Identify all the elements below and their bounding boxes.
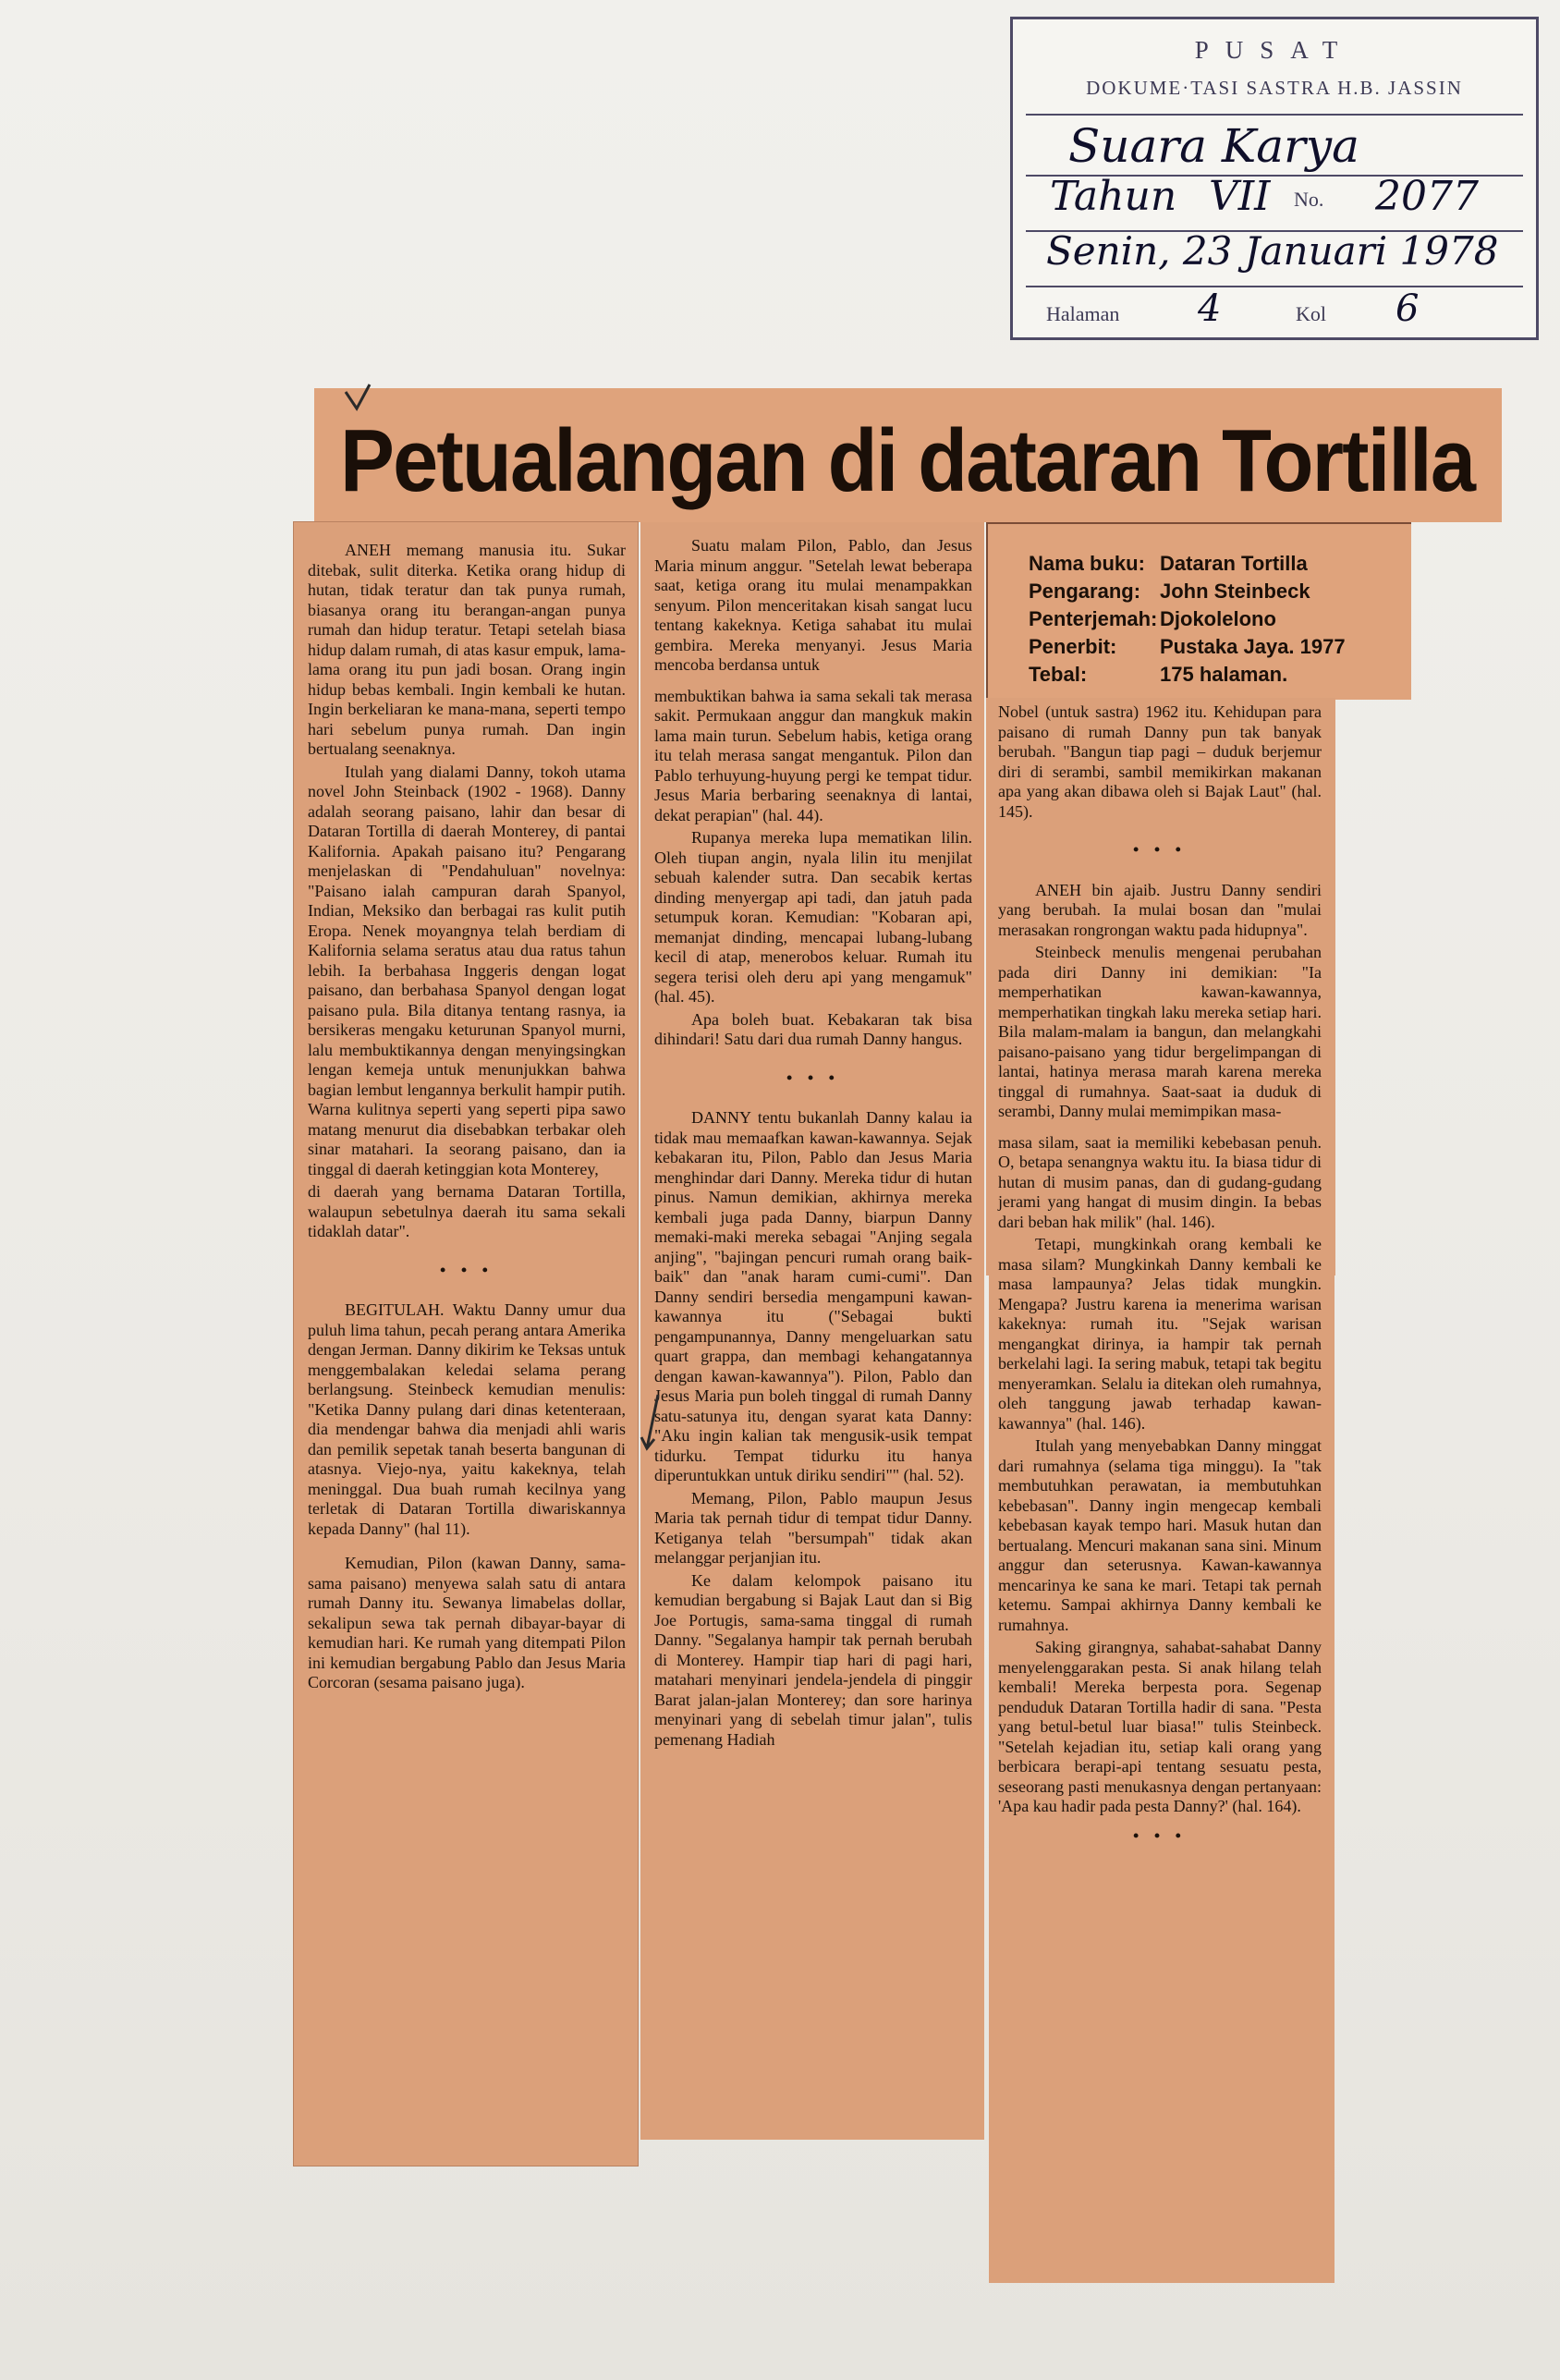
paragraph: Ke dalam kelompok paisano itu kemudian bergabung si Bajak Laut dan si Big Joe Portugis, sama-sama tinggal di rumah Danny. "Segalanya hampir tak pernah berubah di Monterey. Hampir tiap hari di pagi hari, matahari menyinari jendela-jendela di pinggir Barat jalan-jalan Monterey; dan sore harinya menyinari yang di sebelah timur jalan", tulis pemenang Hadiah [654,1570,972,1749]
pencil-check-icon [342,381,379,418]
pencil-mark-icon [638,1391,665,1456]
paragraph: Steinbeck menulis mengenai perubahan pada diri Danny ini demikian: "Ia memperhatikan kawan-kawannya, memperhatikan tingkah laku mereka setiap hari. Bila malam-malam ia bangun, dan melangkahi paisano-paisano yang tidur bergelimpangan di lantai, hatinya merasa marah karena mereka tinggal di rumahnya. Saat-saat ia duduk di serambi, Danny mulai memimpikan masa- [998,943,1322,1120]
book-info-row [1029,635,1346,659]
section-separator: • • • [1133,840,1187,859]
archive-stamp [1010,17,1539,340]
book-info-value: Djokolelono [1160,607,1276,630]
book-info-row [1029,580,1310,604]
paragraph: DANNY tentu bukanlah Danny kalau ia tidak mau memaafkan kawan-kawannya. Sejak kebakaran itu, Pilon, Pablo dan Jesus Maria menghindar dari Danny. Mereka tidur di hutan pinus. Namun demikian, akhirnya mereka kembali juga pada Danny, biarpun Danny memaki-maki mereka sebagai "Anjing segala anjing", "bajingan pencuri rumah orang baik-baik" dan "anak haram cumi-cumi". Dan Danny sendiri bersedia mengampuni kawan-kawannya itu ("Sebagai bukti pengampunannya, Danny mengeluarkan satu quart grappa, dan membagi kehangatannya dengan kawan-kawannya"). Pilon, Pablo dan Jesus Maria pun boleh tinggal di rumah Danny satu-satunya itu, dengan syarat kata Danny: "Aku ingin kalian tak mengusik-usik tempat tidurku. Tempat tidurku itu hanya diperuntukkan untuk diriku sendiri"" (hal. 52). [654,1108,972,1484]
stamp-newspaper: Suara Karya [1068,119,1359,173]
book-info-label: Penerbit: [1029,635,1117,658]
stamp-header-line2: DOKUME·TASI SASTRA H.B. JASSIN [1086,77,1463,99]
stamp-rule [1026,286,1523,287]
stamp-column-label: Kol [1296,302,1326,325]
headline-clipping [314,388,1502,522]
paragraph: masa silam, saat ia memiliki kebebasan penuh. O, betapa senangnya waktu itu. Ia biasa tidur di hutan di musim panas, dan di gudang-gudang jerami yang hangat di musim dingin. Ia bebas dari beban hak milik" (hal. 146). [998,1132,1322,1231]
paragraph: membuktikan bahwa ia sama sekali tak merasa sakit. Permukaan anggur dan mangkuk makin lama main turun. Sebelum habis, ketiga orang itu telah merasa sangat mengantuk. Pilon dan Pablo terhuyung-huyung pergi ke tempat tidur. Jesus Maria berbaring seenaknya di lantai, dekat perapian" (hal. 44). [654,686,972,824]
paragraph: Apa boleh buat. Kebakaran tak bisa dihindari! Satu dari dua rumah Danny hangus. [654,1009,972,1048]
paragraph: Itulah yang menyebabkan Danny minggat dari rumahnya (selama tiga minggu). Ia "tak membutuhkan perawatan, ia membutuhkan kebebasan". Danny ingin mengecap kembali kebebasan kayak tempo hari. Masuk hutan dan bertualang. Mencuri makanan sana sini. Minum anggur dan seterusnya. Kawan-kawannya mencarinya ke sana ke mari. Tetapi tak pernah ketemu. Sampai akhirnya Danny kembali ke rumahnya. [998,1436,1322,1634]
paragraph: ANEH memang manusia itu. Sukar ditebak, sulit diterka. Ketika orang hidup di hutan, tidak teratur dan tak punya rumah, biasanya orang itu berangan-angan punya rumah dan hidup teratur. Tetapi setelah biasa hidup dalam rumah, di atas kasur empuk, lama-lama orang itu pun jadi bosan. Orang ingin hidup bebas kembali. Ingin kembali ke hutan. Ingin berkeliaran ke mana-mana, seperti tempo hari sebelum punya rumah. Dan ingin bertualang seenaknya. [308,541,626,758]
column-2-text [654,536,972,1752]
column-1-text [308,541,626,1696]
section-separator: • • • [440,1260,494,1279]
paragraph: ANEH bin ajaib. Justru Danny sendiri yang berubah. Ia mulai bosan dan "mulai merasakan rongrongan waktu pada hidupnya". [998,880,1322,939]
stamp-date: Senin, 23 Januari 1978 [1046,228,1499,274]
column-3-text [998,702,1322,1866]
book-info-row [1029,552,1308,576]
paragraph: Rupanya mereka lupa mematikan lilin. Oleh tiupan angin, nyala lilin itu menjilat sebuah kalender sutra. Dan secabik kertas dinding menyergap api tadi, dan jatuh pada setumpuk koran. Kemudian: "Kobaran api, memanjat dinding, mencapai lubang-lubang kecil di atap, menerobos keluar. Rumah itu segera terisi oleh deru api yang mengamuk" (hal. 45). [654,828,972,1006]
book-info-value: 175 halaman. [1160,663,1288,686]
stamp-number-value: 2077 [1375,173,1479,220]
stamp-edition-value: VII [1209,173,1271,220]
paragraph: Saking girangnya, sahabat-sahabat Danny menyelenggarakan pesta. Si anak hilang telah kembali! Mereka berpesta pora. Segenap penduduk Dataran Tortilla hadir di sana. "Pesta yang betul-betul luar biasa!" tulis Steinbeck. "Setelah kejadian itu, setiap kali orang yang berbicara berapi-api tentang sesuatu pesta, seseorang pasti menukasnya dengan pertanyaan: 'Apa kau hadir pada pesta Danny?' (hal. 164). [998,1638,1322,1815]
paragraph: Kemudian, Pilon (kawan Danny, sama-sama paisano) menyewa salah satu di antara rumah Danny itu. Sewanya limabelas dollar, sekalipun sewa tak pernah dibayar-bayar di kemudian hari. Ke rumah yang ditempati Pilon ini kemudian bergabung Pablo dan Jesus Maria Corcoran (sesama paisano juga). [308,1554,626,1691]
stamp-header-line1: PUSAT [1194,36,1355,64]
paragraph: Itulah yang dialami Danny, tokoh utama novel John Steinback (1902 - 1968). Danny adalah seorang paisano, lahir dan besar di Dataran Tortilla di daerah Monterey, di pantai Kalifornia. Apakah paisano itu? Pengarang menjelaskan di "Pendahuluan" novelnya: "Paisano ialah campuran darah Spanyol, Indian, Meksiko dan berbagai ras kulit putih Eropa. Nenek moyangnya telah berdiam di Kalifornia selama seratus atau dua ratus tahun lebih. Ia berbahasa Inggeris dengan logat paisano, dan berbahasa Spanyol dengan logat paisano pula. Bila ditanya tentang rasnya, ia bersikeras mengaku keturunan Spanyol murni, lalu membuktikannya dengan menyingsingkan lengan kemeja untuk menunjukkan bahwa bagian lembut lengannya berkulit hampir putih. Warna kulitnya seperti yang seperti pipa sawo matang menurut dia disebabkan terbakar oleh sinar matahari. Ia seorang paisano, dan ia tinggal di daerah ketinggian kota Monterey, [308,762,626,1178]
stamp-edition-label: Tahun [1050,173,1177,220]
stamp-page-label: Halaman [1046,302,1120,325]
book-info-value: Dataran Tortilla [1160,552,1308,575]
book-info-label: Penterjemah: [1029,607,1158,630]
section-separator: • • • [1133,1825,1187,1845]
article-title: Petualangan di dataran Tortilla [340,411,1475,510]
book-info-row [1029,663,1287,687]
paragraph: Tetapi, mungkinkah orang kembali ke masa silam? Mungkinkah Danny kembali ke masa lampaunya? Jelas tidak mungkin. Mengapa? Justru karena ia menerima warisan kakeknya: rumah itu. "Sejak warisan mengangkat dirinya, ia hampir tak pernah berkelahi lagi. Ia sering mabuk, tetapi tak begitu menyeramkan. Selalu ia ditekan oleh rumahnya, oleh tanggung jawab terhadap kawan-kawannya" (hal. 146). [998,1235,1322,1433]
book-info-label: Pengarang: [1029,580,1141,603]
paragraph: Nobel (untuk sastra) 1962 itu. Kehidupan para paisano di rumah Danny pun tak banyak berubah. "Bangun tiap pagi – duduk berjemur diri di serambi, sambil memikirkan makanan apa yang akan dibawa oleh si Bajak Laut" (hal. 145). [998,702,1322,821]
stamp-page-value: 4 [1198,287,1222,330]
book-info-label: Tebal: [1029,663,1088,686]
paragraph: Suatu malam Pilon, Pablo, dan Jesus Maria minum anggur. "Setelah lewat beberapa saat, ketiga orang itu mulai menampakkan senyum. Pilon menceritakan kisah sangat lucu tentang kakeknya. Ketiga sahabat itu mulai gembira. Mereka menyanyi. Jesus Maria mencoba berdansa untuk [654,536,972,674]
stamp-number-label: No. [1294,188,1324,211]
book-info-box [986,522,1411,700]
book-info-label: Nama buku: [1029,552,1145,575]
paragraph: di daerah yang bernama Dataran Tortilla, walaupun sebetulnya daerah itu sama sekali tidaklah datar". [308,1182,626,1240]
paragraph: BEGITULAH. Waktu Danny umur dua puluh lima tahun, pecah perang antara Amerika dengan Jerman. Danny dikirim ke Teksas untuk menggembalakan keledai selama perang berlangsung. Steinbeck kemudian menulis: "Ketika Danny pulang dari dinas ketenteraan, dia mendengar bahwa dia menjadi ahli waris dan pemilik sepetak tanah beserta bangunan di atasnya. Viejo-nya, yaitu kakeknya, telah meninggal. Dua buah rumah kecilnya yang terletak di Dataran Tortilla diwariskannya kepada Danny" (hal 11). [308,1300,626,1538]
book-info-row [1029,607,1276,631]
stamp-column-value: 6 [1395,287,1420,330]
stamp-rule [1026,114,1523,116]
book-info-value: John Steinbeck [1160,580,1310,603]
book-info-value: Pustaka Jaya. 1977 [1160,635,1346,658]
section-separator: • • • [786,1068,840,1087]
paragraph: Memang, Pilon, Pablo maupun Jesus Maria tak pernah tidur di tempat tidur Danny. Ketiganya telah "bersumpah" tidak akan melanggar perjanjian itu. [654,1488,972,1567]
